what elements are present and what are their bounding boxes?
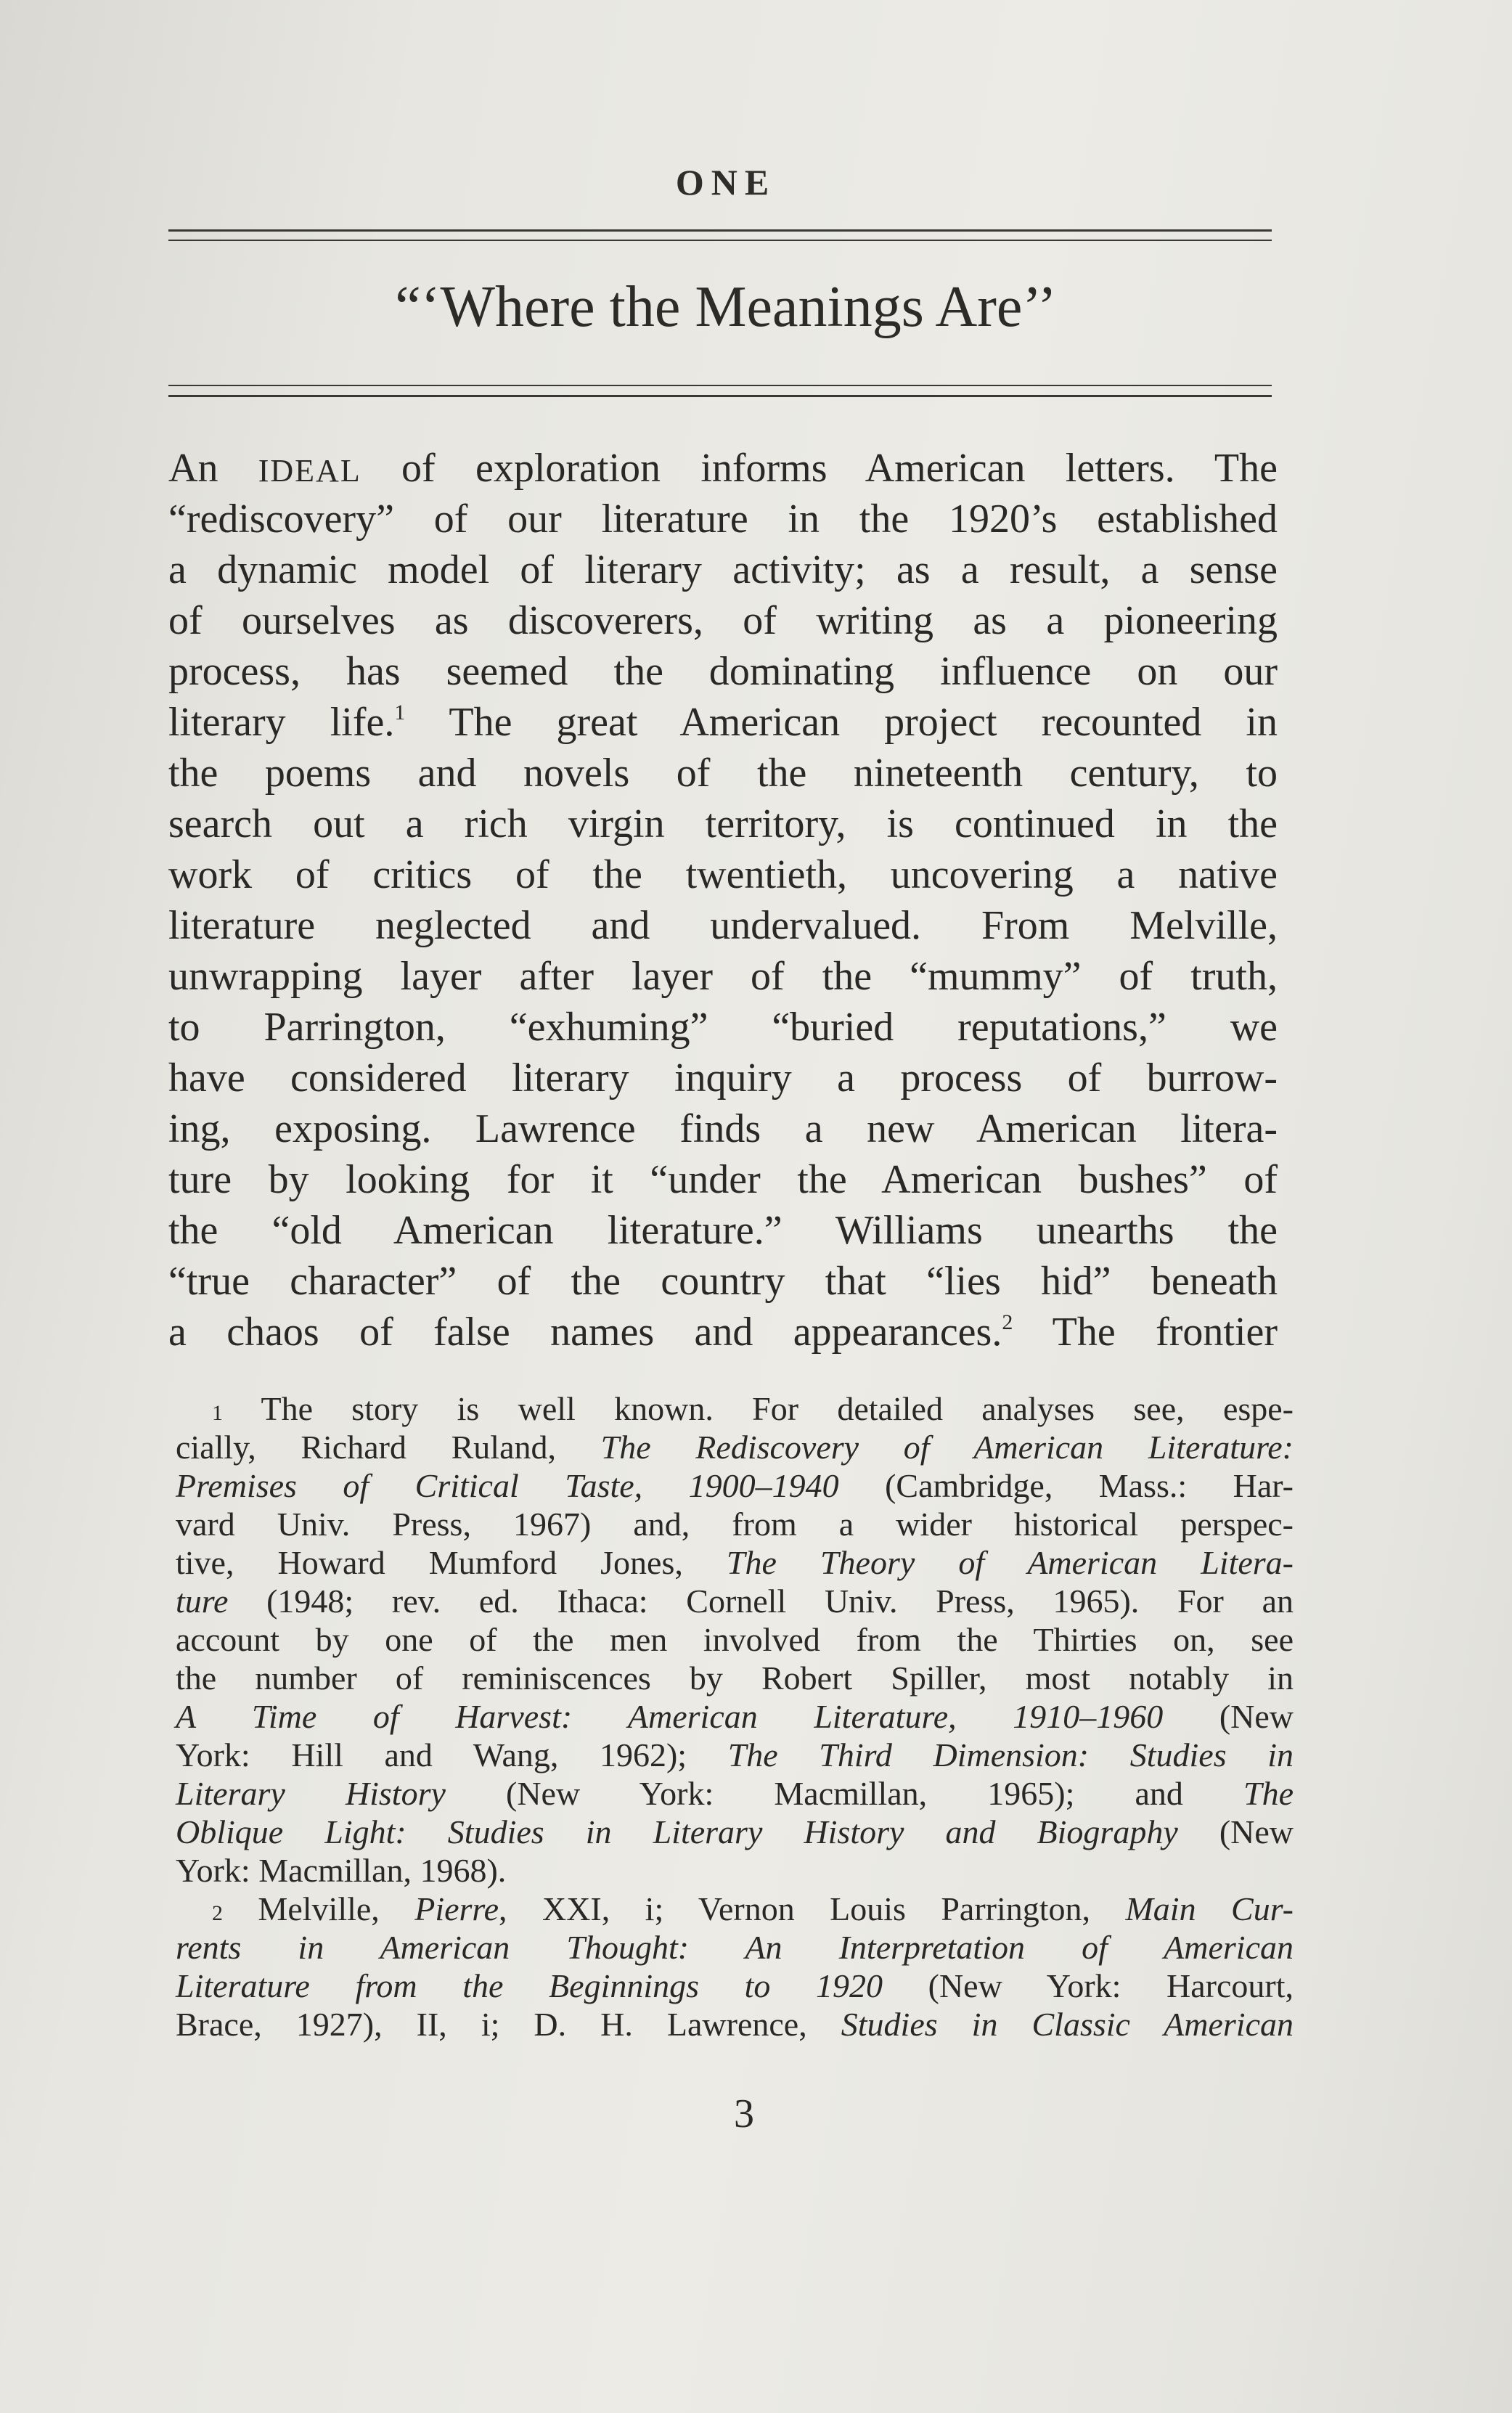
top-rule-lower [168, 240, 1272, 241]
footnote-1-line: the number of reminiscences by Robert Spiller, most notably in [176, 1659, 1294, 1697]
footnote-1-line: York: Hill and Wang, 1962); The Third Dimension: Studies in [176, 1736, 1294, 1773]
footnote-1-line: 1 The story is well known. For detailed analyses see, espe- [212, 1390, 1294, 1427]
top-rule-upper [168, 229, 1272, 232]
footnote-2-line: Literature from the Beginnings to 1920 (New York: Harcourt, [176, 1967, 1294, 2004]
footnote-1-line: cially, Richard Ruland, The Rediscovery of American Literature: [176, 1429, 1294, 1466]
body-line: unwrapping layer after layer of the “mummy” of truth, [168, 954, 1278, 999]
body-line: the “old American literature.” Williams unearths the [168, 1208, 1278, 1253]
body-line: process, has seemed the dominating influence on our [168, 649, 1278, 694]
footnote-1-line: York: Macmillan, 1968). [176, 1852, 507, 1889]
footnote-number: 2 [212, 1901, 223, 1925]
body-line: the poems and novels of the nineteenth century, to [168, 751, 1278, 796]
body-line: “true character” of the country that “lies hid” beneath [168, 1259, 1278, 1304]
footnote-ref-1[interactable]: 1 [394, 701, 406, 724]
footnote-1-line: tive, Howard Mumford Jones, The Theory of American Litera- [176, 1544, 1294, 1581]
body-line: work of critics of the twentieth, uncovering a native [168, 852, 1278, 897]
footnote-1-line: vard Univ. Press, 1967) and, from a wider historical perspec- [176, 1506, 1294, 1543]
body-line: have considered literary inquiry a process of burrow- [168, 1056, 1278, 1101]
page-number: 3 [734, 2091, 754, 2136]
body-line: to Parrington, “exhuming” “buried reputations,” we [168, 1005, 1278, 1050]
chapter-title: “‘Where the Meanings Are’’ [395, 275, 1057, 339]
lead-capital: An [168, 446, 258, 491]
footnote-2-line: 2 Melville, Pierre, XXI, i; Vernon Louis Parrington, Main Cur- [212, 1890, 1294, 1927]
chapter-number: ONE [675, 162, 777, 203]
body-line: ing, exposing. Lawrence finds a new American litera- [168, 1106, 1278, 1151]
footnote-1-line: account by one of the men involved from the Thirties on, see [176, 1621, 1294, 1658]
footnote-1-line: Literary History (New York: Macmillan, 1965); and The [176, 1775, 1294, 1812]
body-line: literary life.$^1$ The great American project recounted in [168, 700, 1278, 745]
body-line: search out a rich virgin territory, is continued in the [168, 801, 1278, 846]
body-line: a chaos of false names and appearances.$^2$ The frontier [168, 1310, 1278, 1355]
body-line: “rediscovery” of our literature in the 1920’s established [168, 497, 1278, 542]
footnotes [176, 1389, 1294, 2044]
body-line: of ourselves as discoverers, of writing as a pioneering [168, 598, 1278, 643]
body-line: An IDEAL of exploration informs American letters. The [168, 446, 1278, 491]
body-line: ture by looking for it “under the American bushes” of [168, 1157, 1278, 1202]
footnote-1-line: A Time of Harvest: American Literature, 1910–1960 (New [176, 1698, 1294, 1735]
body-line: literature neglected and undervalued. From Melville, [168, 903, 1278, 948]
body-paragraph [168, 443, 1278, 1357]
lead-small-caps: IDEAL [258, 453, 361, 489]
bottom-rule-lower [168, 395, 1272, 397]
bottom-rule-upper [168, 385, 1272, 386]
footnote-1-line: ture (1948; rev. ed. Ithaca: Cornell Univ. Press, 1965). For an [176, 1583, 1294, 1620]
footnote-ref-2[interactable]: 2 [1002, 1310, 1013, 1334]
footnote-1-line: Oblique Light: Studies in Literary History and Biography (New [176, 1813, 1294, 1850]
footnote-1-line: Premises of Critical Taste, 1900–1940 (Cambridge, Mass.: Har- [176, 1467, 1294, 1504]
body-line: a dynamic model of literary activity; as a result, a sense [168, 547, 1278, 592]
footnote-2-line: Brace, 1927), II, i; D. H. Lawrence, Studies in Classic American [176, 2006, 1294, 2043]
footnote-number: 1 [212, 1401, 223, 1425]
footnote-2-line: rents in American Thought: An Interpretation of American [176, 1929, 1294, 1966]
